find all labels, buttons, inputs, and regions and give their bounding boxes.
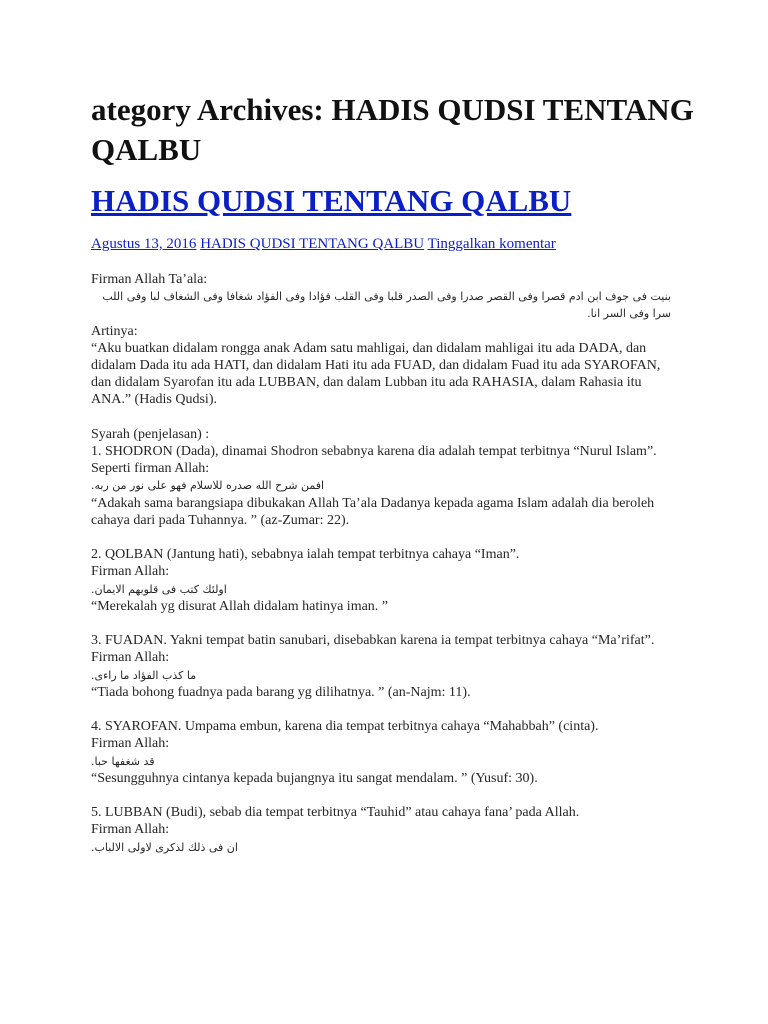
syarah-item-1 — [91, 426, 671, 529]
syarah-item-firman: Firman Allah: — [91, 822, 170, 838]
comment-link[interactable]: Tinggalkan komentar — [427, 236, 556, 252]
post-meta — [91, 235, 751, 253]
syarah-item-translation: “Adakah sama barangsiapa dibukakan Allah Ta’ala Dadanya kepada agama Islam adalah dia beroleh cahaya dari pada Tuhannya. ” (az-Zumar: 22). — [91, 495, 655, 528]
syarah-item-text: 3. FUADAN. Yakni tempat batin sanubari, disebabkan karena ia tempat terbitnya cahaya “Ma’rifat”. — [91, 633, 655, 649]
archive-heading: ategory Archives: HADIS QUDSI TENTANG QALBU — [91, 92, 694, 167]
intro-artinya-label: Artinya: — [91, 323, 138, 339]
syarah-heading: Syarah (penjelasan) : — [91, 426, 210, 442]
post-date-link[interactable]: Agustus 13, 2016 — [91, 236, 197, 252]
syarah-item-text: 4. SYAROFAN. Umpama embun, karena dia tempat terbitnya cahaya “Mahabbah” (cinta). — [91, 719, 599, 735]
syarah-item-translation: “Merekalah yg disurat Allah didalam hatinya iman. ” — [91, 598, 389, 614]
intro-arabic-line-1: بنيت فى جوف ابن ادم قصرا وفى القصر صدرا وفى الصدر قلبا وفى القلب فؤادا وفى الفؤاد شغافا وفى الشغاف لبا وفى اللب — [102, 290, 671, 304]
intro-firman: Firman Allah Ta’ala: — [91, 272, 208, 287]
syarah-item-4 — [91, 718, 671, 787]
syarah-item-text: 2. QOLBAN (Jantung hati), sebabnya ialah tempat terbitnya cahaya “Iman”. — [91, 547, 520, 563]
syarah-item-firman: Firman Allah: — [91, 736, 170, 752]
syarah-item-translation: “Tiada bohong fuadnya pada barang yg dilihatnya. ” (an-Najm: 11). — [91, 684, 471, 700]
syarah-item-arabic: افمن شرح الله صدره للاسلام فهو على نور من ربه. — [91, 479, 325, 493]
syarah-item-arabic: اولئك كتب فى قلوبهم الايمان. — [91, 582, 227, 596]
post-content — [91, 271, 671, 873]
syarah-item-arabic: قد شغفها حبا. — [91, 754, 155, 768]
post-title — [91, 181, 751, 221]
syarah-item-firman: Seperti firman Allah: — [91, 461, 210, 477]
syarah-item-arabic: ان فى ذلك لذكرى لاولى الالباب. — [91, 840, 238, 854]
intro-block — [91, 271, 671, 409]
post-title-link[interactable]: HADIS QUDSI TENTANG QALBU — [91, 183, 572, 218]
syarah-item-5 — [91, 804, 671, 856]
syarah-item-text: 5. LUBBAN (Budi), sebab dia tempat terbitnya “Tauhid” atau cahaya fana’ pada Allah. — [91, 805, 580, 821]
syarah-item-firman: Firman Allah: — [91, 650, 170, 666]
syarah-item-arabic: ما كذب الفؤاد ما راءى. — [91, 668, 197, 682]
syarah-item-2 — [91, 546, 671, 615]
intro-translation: “Aku buatkan didalam rongga anak Adam satu mahligai, dan didalam mahligai itu ada DADA, dan didalam Dada itu ada HATI, dan didalam Hati itu ada FUAD, dan didalam Fuad itu ada SYAROFAN, dan didalam Syarofan itu ada LUBBAN, dan dalam Lubban itu ada RAHASIA, dalam Rahasia itu ANA.” (Hadis Qudsi). — [91, 340, 661, 408]
intro-arabic-line-2: سرا وفى السر انا. — [587, 307, 671, 321]
syarah-item-firman: Firman Allah: — [91, 564, 170, 580]
syarah-item-text: 1. SHODRON (Dada), dinamai Shodron sebabnya karena dia adalah tempat terbitnya “Nurul Islam”. — [91, 444, 657, 460]
syarah-item-3 — [91, 632, 671, 701]
post-category-link[interactable]: HADIS QUDSI TENTANG QALBU — [200, 236, 425, 252]
syarah-item-translation: “Sesungguhnya cintanya kepada bujangnya itu sangat mendalam. ” (Yusuf: 30). — [91, 770, 538, 786]
